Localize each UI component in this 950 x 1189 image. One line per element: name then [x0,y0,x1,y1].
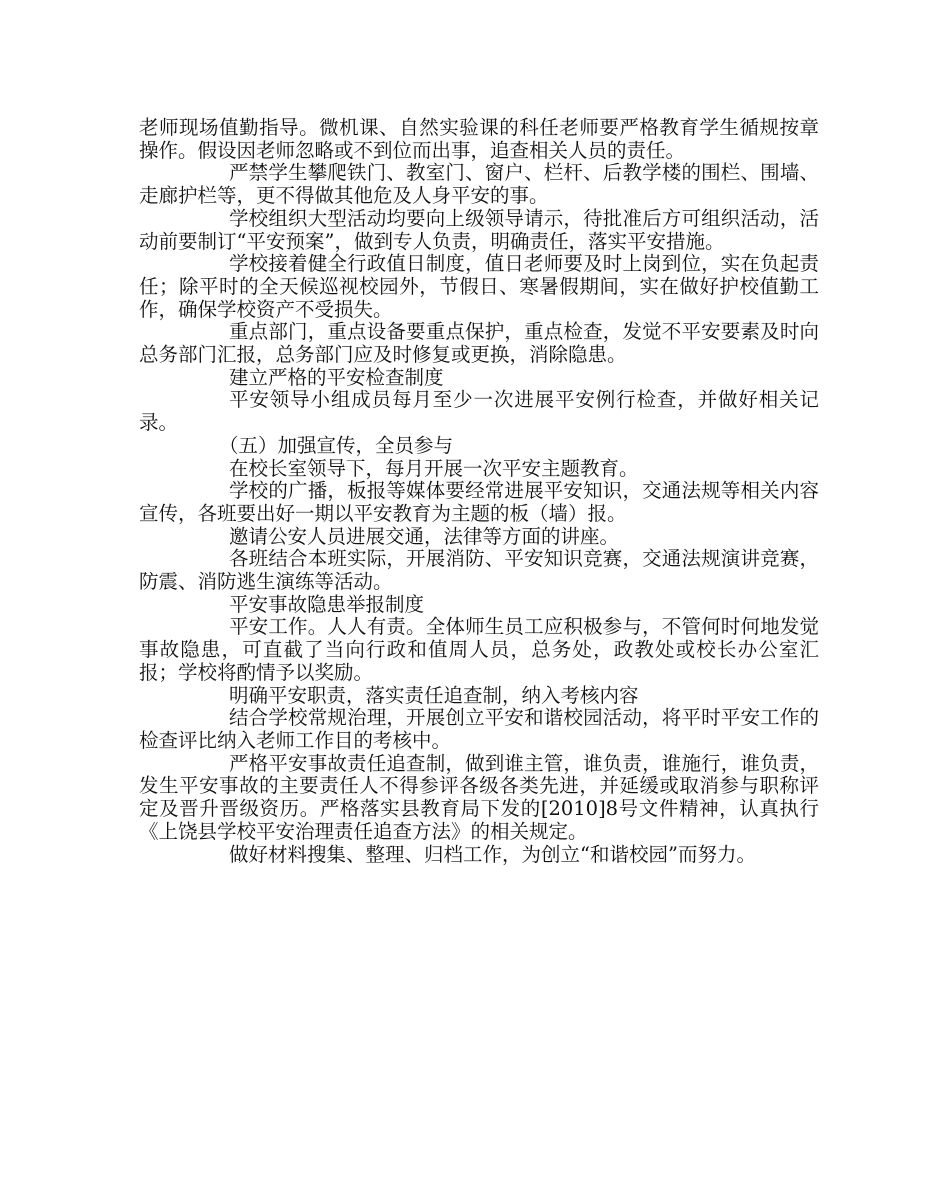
paragraph-monthly-inspection: 平安领导小组成员每月至少一次进展平安例行检查，并做好相关记录。 [139,388,819,435]
paragraph-duty-system: 学校接着健全行政值日制度，值日老师要及时上岗到位，实在负起责任；除平时的全天候巡视校园外，节假日、寒暑假期间，实在做好护校值勤工作，确保学校资产不受损失。 [139,252,819,321]
paragraph-monthly-education: 在校长室领导下，每月开展一次平安主题教育。 [229,456,639,480]
paragraph-media-publicity: 学校的广播，板报等媒体要经常进展平安知识，交通法规等相关内容宣传，各班要出好一期以平安教育为主题的板（墙）报。 [139,479,819,525]
heading-section-five: （五）加强宣传，全员参与 [219,433,454,457]
document-body [139,117,819,866]
paragraph-police-lectures: 邀请公安人员进展交通，法律等方面的讲座。 [229,524,620,548]
paragraph-archiving: 做好材料搜集、整理、归档工作，为创立“和谐校园”而努力。 [229,842,756,866]
paragraph-harmonious-campus: 结合学校常规治理，开展创立平安和谐校园活动，将平时平安工作的检查评比纳入老师工作目的考核中。 [139,706,819,752]
paragraph-accountability: 严格平安事故责任追查制，做到谁主管，谁负责，谁施行，谁负责，发生平安事故的主要责任人不得参评各级各类先进，并延缓或取消参与职称评定及晋升晋级资历。严格落实县教育局下发的[2010]8号文件精神，认真执行《上饶县学校平安治理责任追查方法》的相关规定。 [139,751,819,843]
paragraph-class-activities: 各班结合本班实际，开展消防、平安知识竞赛，交通法规演讲竞赛，防震、消防逃生演练等活动。 [139,547,819,594]
paragraph-key-departments: 重点部门，重点设备要重点保护，重点检查，发觉不平安要素及时向总务部门汇报，总务部门应及时修复或更换，消除隐患。 [139,320,819,367]
paragraph-everyone-responsible: 平安工作。人人有责。全体师生员工应积极参与，不管何时何地发觉事故隐患，可直截了当向行政和值周人员，总务处，政教处或校长办公室汇报；学校将酌情予以奖励。 [139,615,819,684]
paragraph-large-activities: 学校组织大型活动均要向上级领导请示，待批准后方可组织活动，活动前要制订“平安预案”，做到专人负责，明确责任，落实平安措施。 [139,206,819,253]
paragraph-climbing-ban: 严禁学生攀爬铁门、教室门、窗户、栏杆、后教学楼的围栏、围墙、走廊护栏等，更不得做其他危及人身平安的事。 [139,161,819,208]
heading-hazard-reporting: 平安事故隐患举报制度 [229,592,425,616]
paragraph-continuation: 老师现场值勤指导。微机课、自然实验课的科任老师要严格教育学生循规按章操作。假设因老师忽略或不到位而出事，追查相关人员的责任。 [139,116,819,162]
heading-safety-inspection: 建立严格的平安检查制度 [229,365,444,389]
heading-responsibility: 明确平安职责，落实责任追查制，纳入考核内容 [229,683,639,707]
